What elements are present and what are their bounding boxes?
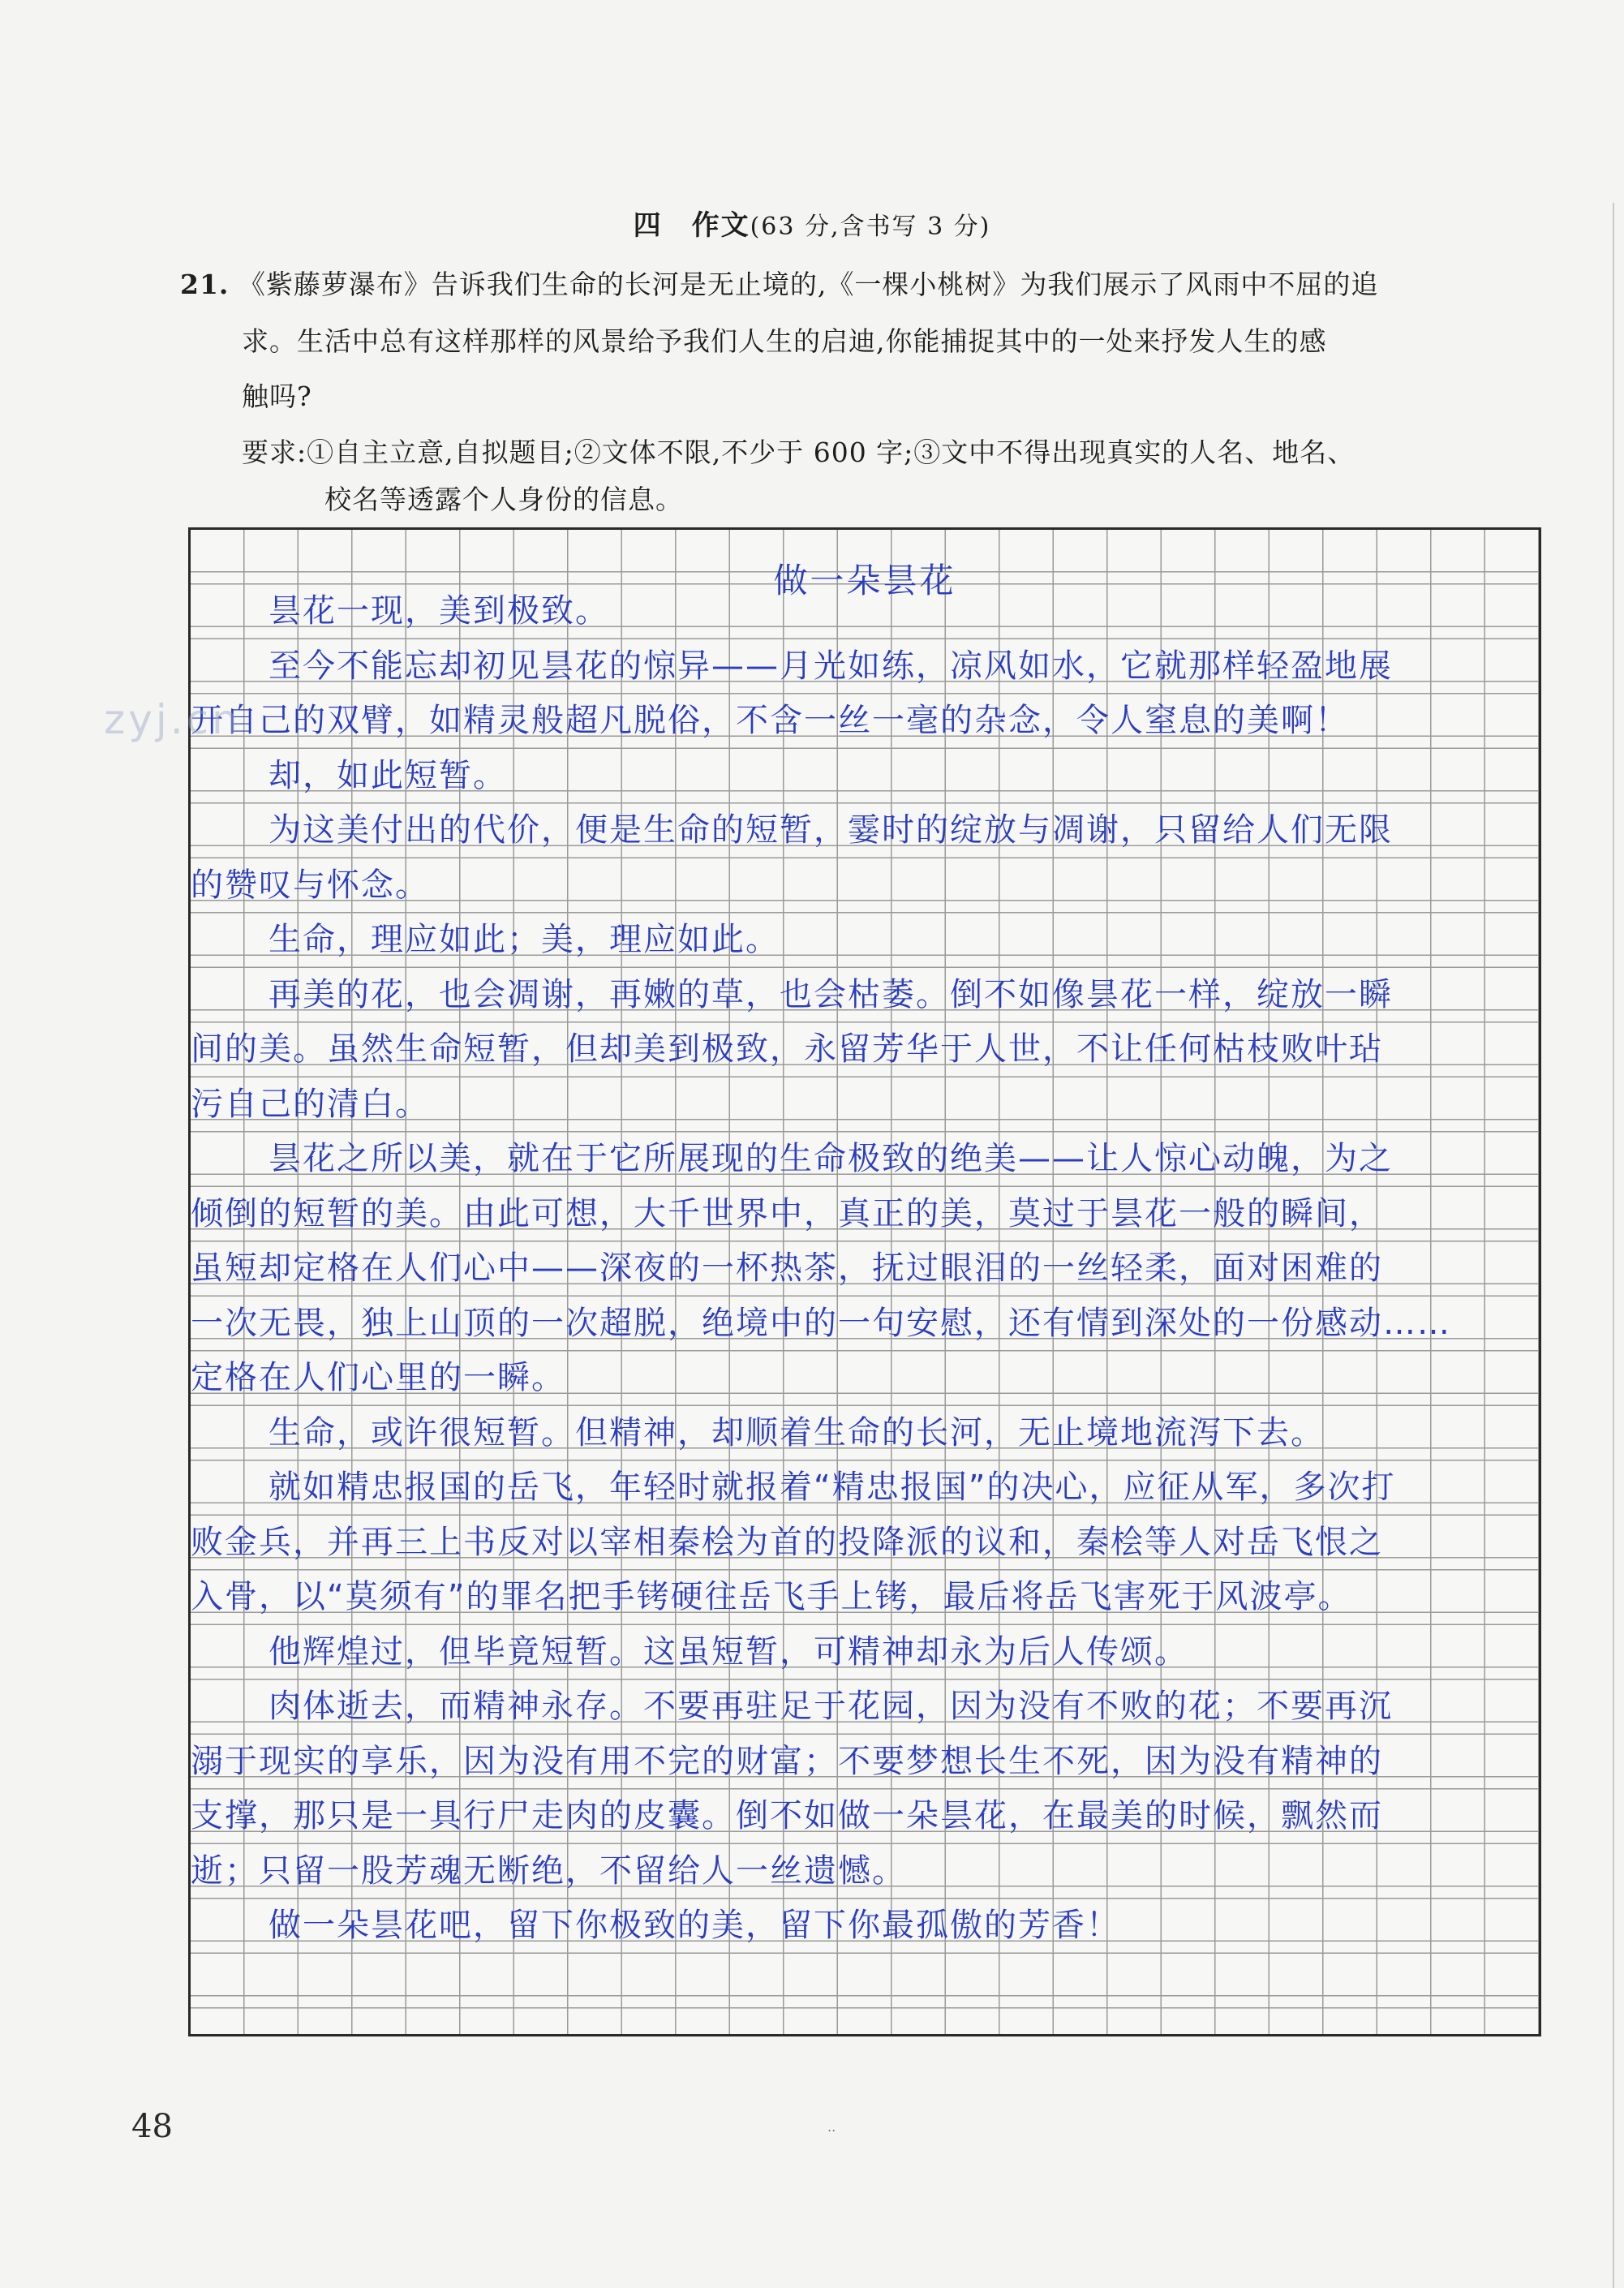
essay-line: 虽短却定格在人们心中——深夜的一杯热茶，抚过眼泪的一丝轻柔，面对困难的 bbox=[191, 1249, 1383, 1287]
requirements-line-2: 校名等透露个人身份的信息。 bbox=[324, 484, 683, 515]
essay-line: 昙花一现，美到极致。 bbox=[269, 592, 609, 630]
essay-line: 生命，或许很短暂。但精神，却顺着生命的长河，无止境地流泻下去。 bbox=[269, 1413, 1325, 1452]
question-line-3: 触吗? bbox=[242, 381, 312, 412]
question-line-2: 求。生活中总有这样那样的风景给予我们人生的启迪,你能捕捉其中的一处来抒发人生的感 bbox=[242, 325, 1327, 357]
page-edge-line bbox=[1613, 203, 1614, 2288]
section-label: 四 作文 bbox=[633, 209, 750, 242]
essay-line: 的赞叹与怀念。 bbox=[191, 866, 429, 904]
question-number: 21. bbox=[180, 269, 230, 300]
composition-grid bbox=[188, 527, 1541, 2036]
essay-line: 为这美付出的代价，便是生命的短暂，霎时的绽放与凋谢，只留给人们无限 bbox=[269, 811, 1393, 849]
essay-title: 做一朵昙花 bbox=[773, 561, 956, 600]
essay-line: 就如精忠报国的岳飞，年轻时就报着“精忠报国”的决心，应征从军，多次打 bbox=[269, 1469, 1396, 1506]
essay-line: 昙花之所以美，就在于它所展现的生命极致的绝美——让人惊心动魄，为之 bbox=[269, 1140, 1393, 1177]
essay-line: 定格在人们心里的一瞬。 bbox=[191, 1359, 565, 1396]
requirements-line-1: 要求:①自主立意,自拟题目;②文体不限,不少于 600 字;③文中不得出现真实的人名、地名、 bbox=[242, 437, 1355, 468]
essay-line: 间的美。虽然生命短暂，但却美到极致，永留芳华于人世，不让任何枯枝败叶玷 bbox=[191, 1030, 1383, 1068]
footer-mark: .. bbox=[827, 2119, 836, 2135]
essay-line: 肉体逝去，而精神永存。不要再驻足于花园，因为没有不败的花；不要再沉 bbox=[269, 1688, 1393, 1725]
essay-line: 污自己的清白。 bbox=[191, 1085, 429, 1123]
question-text-1: 《紫藤萝瀑布》告诉我们生命的长河是无止境的,《一棵小桃树》为我们展示了风雨中不屈的追 bbox=[238, 269, 1379, 300]
section-heading bbox=[0, 203, 1624, 243]
essay-line: 他辉煌过，但毕竟短暂。这虽短暂，可精神却永为后人传颂。 bbox=[269, 1632, 1188, 1671]
essay-line: 做一朵昙花吧，留下你极致的美，留下你最孤傲的芳香！ bbox=[269, 1907, 1120, 1944]
essay-line: 倾倒的短暂的美。由此可想，大千世界中，真正的美，莫过于昙花一般的瞬间， bbox=[191, 1194, 1383, 1232]
question-line-1 bbox=[180, 264, 1378, 302]
section-note: (63 分,含书写 3 分) bbox=[750, 213, 991, 241]
watermark-logo: zyj.cn bbox=[104, 696, 241, 743]
essay-line: 生命，理应如此；美，理应如此。 bbox=[269, 921, 780, 958]
essay-line: 入骨，以“莫须有”的罪名把手铐硬往岳飞手上铐，最后将岳飞害死于风波亭。 bbox=[191, 1578, 1352, 1615]
essay-line: 溺于现实的享乐，因为没有用不完的财富；不要梦想长生不死，因为没有精神的 bbox=[191, 1742, 1383, 1780]
essay-line: 却，如此短暂。 bbox=[269, 756, 507, 794]
essay-line: 一次无畏，独上山顶的一次超脱，绝境中的一句安慰，还有情到深处的一份感动…… bbox=[191, 1304, 1451, 1342]
essay-line: 再美的花，也会凋谢，再嫩的草，也会枯萎。倒不如像昙花一样，绽放一瞬 bbox=[269, 975, 1393, 1013]
essay-line: 支撑，那只是一具行尸走肉的皮囊。倒不如做一朵昙花，在最美的时候，飘然而 bbox=[191, 1797, 1383, 1834]
page-number: 48 bbox=[131, 2108, 173, 2145]
essay-line: 至今不能忘却初见昙花的惊异——月光如练，凉风如水，它就那样轻盈地展 bbox=[269, 647, 1393, 685]
essay-line: 逝；只留一股芳魂无断绝，不留给人一丝遗憾。 bbox=[191, 1851, 906, 1890]
essay-body bbox=[191, 584, 1539, 1954]
essay-line: 败金兵，并再三上书反对以宰相秦桧为首的投降派的议和，秦桧等人对岳飞恨之 bbox=[191, 1523, 1383, 1561]
essay-line: 开自己的双臂，如精灵般超凡脱俗，不含一丝一毫的杂念，令人窒息的美啊！ bbox=[191, 702, 1349, 739]
